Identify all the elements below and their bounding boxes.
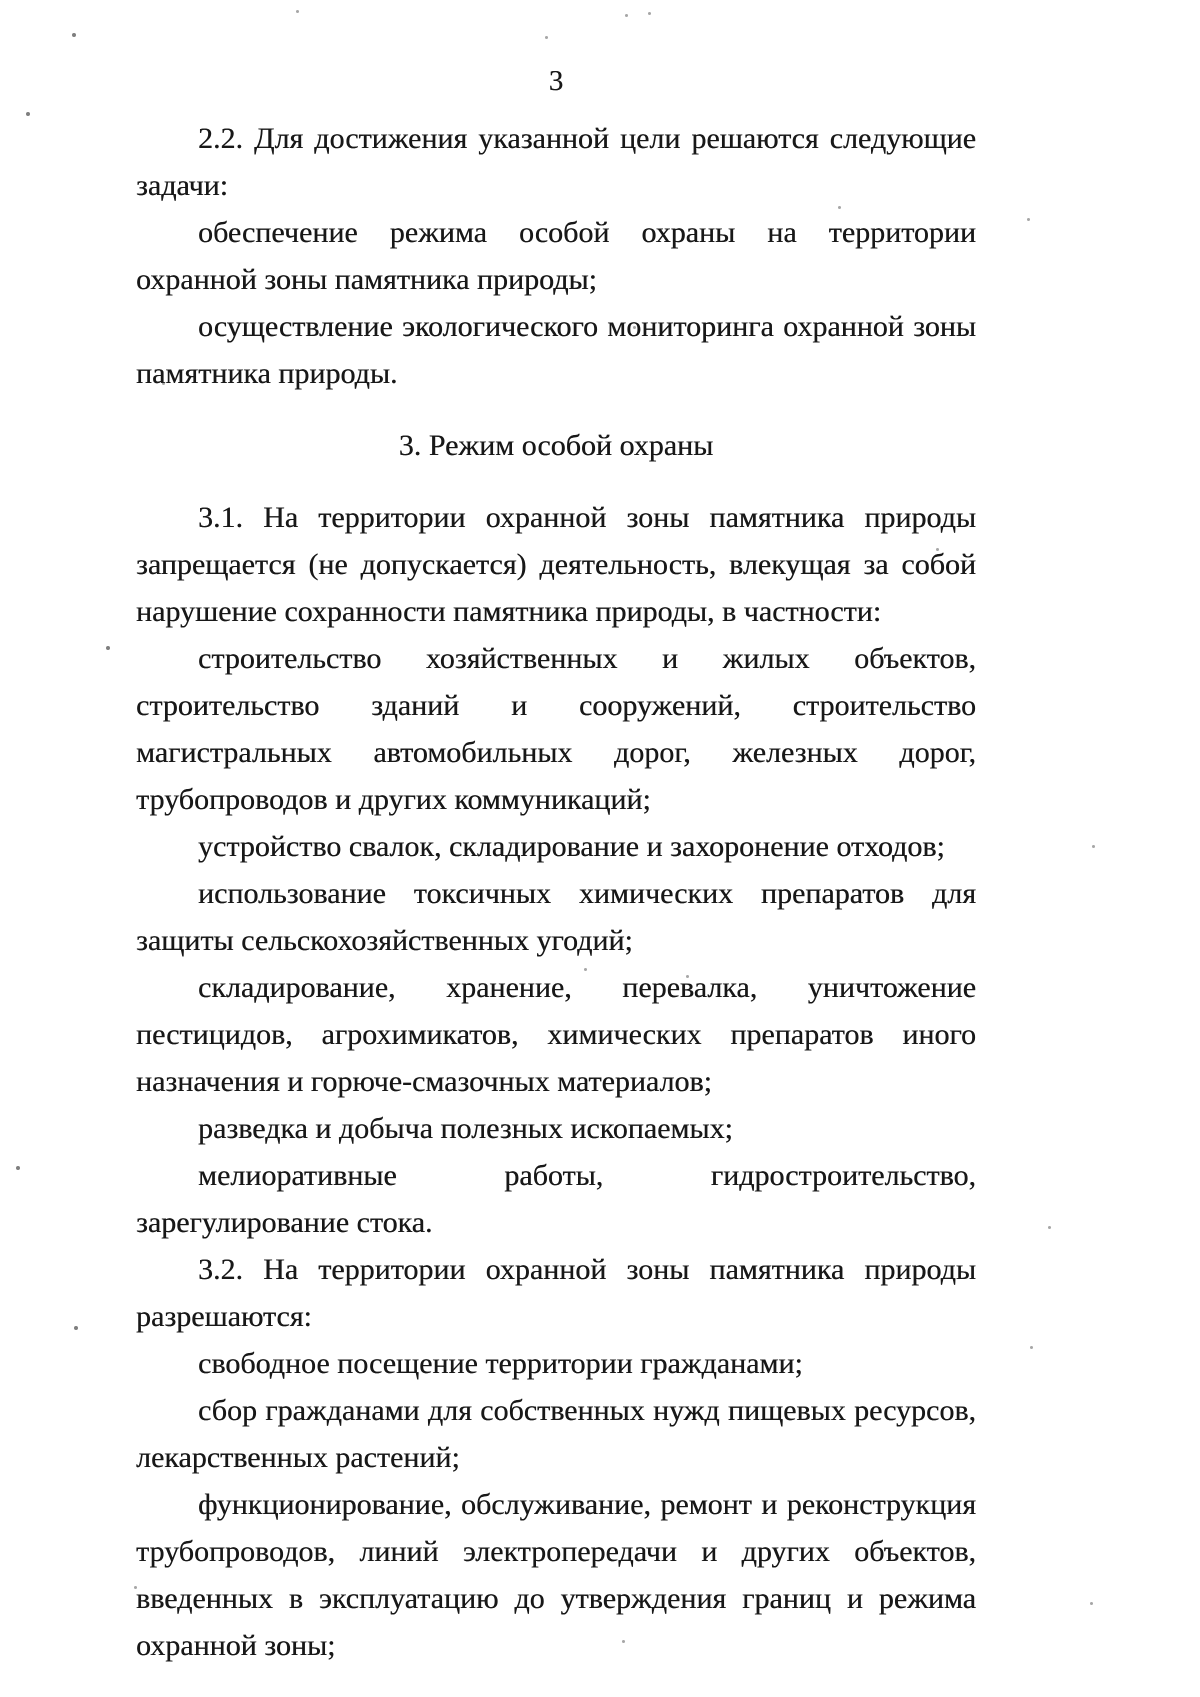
paragraph-task-protection-regime: обеспечение режима особой охраны на территории охранной зоны памятника природы;	[136, 216, 976, 296]
paragraph-task-eco-monitoring: осуществление экологического мониторинга охранной зоны памятника природы.	[136, 310, 976, 390]
paragraph-allow-gathering: сбор гражданами для собственных нужд пищевых ресурсов, лекарственных растений;	[136, 1394, 976, 1474]
scanned-page	[136, 0, 976, 1669]
paragraph-prohibit-mining: разведка и добыча полезных ископаемых;	[198, 1112, 733, 1145]
page-number: 3	[548, 65, 564, 97]
paragraph-prohibit-construction: строительство хозяйственных и жилых объектов, строительство зданий и сооружений, строительство магистральных автомобильных дорог, железных дорог, трубопроводов и других коммуникаций;	[136, 642, 976, 816]
paragraph-2-2-tasks-intro: 2.2. Для достижения указанной цели решаются следующие задачи:	[136, 122, 976, 202]
paragraph-allow-free-visiting: свободное посещение территории гражданами;	[198, 1347, 803, 1380]
paragraph-prohibit-melioration: мелиоративные работы, гидростроительство, зарегулирование стока.	[136, 1159, 976, 1239]
paragraph-prohibit-toxic-chemicals: использование токсичных химических препаратов для защиты сельскохозяйственных угодий;	[136, 877, 976, 957]
paragraph-3-1-prohibitions-intro: 3.1. На территории охранной зоны памятника природы запрещается (не допускается) деятельность, влекущая за собой нарушение сохранности памятника природы, в частности:	[136, 501, 976, 628]
paragraph-prohibit-dumps: устройство свалок, складирование и захоронение отходов;	[198, 830, 945, 863]
paragraph-allow-maintenance: функционирование, обслуживание, ремонт и реконструкция трубопроводов, линий электропередачи и других объектов, введенных в эксплуатацию до утверждения границ и режима охранной зоны;	[136, 1488, 976, 1662]
section-3-heading: 3. Режим особой охраны	[398, 429, 714, 462]
paragraph-3-2-permissions-intro: 3.2. На территории охранной зоны памятника природы разрешаются:	[136, 1253, 976, 1333]
paragraph-prohibit-pesticide-storage: складирование, хранение, перевалка, уничтожение пестицидов, агрохимикатов, химических препаратов иного назначения и горюче-смазочных материалов;	[136, 971, 976, 1098]
